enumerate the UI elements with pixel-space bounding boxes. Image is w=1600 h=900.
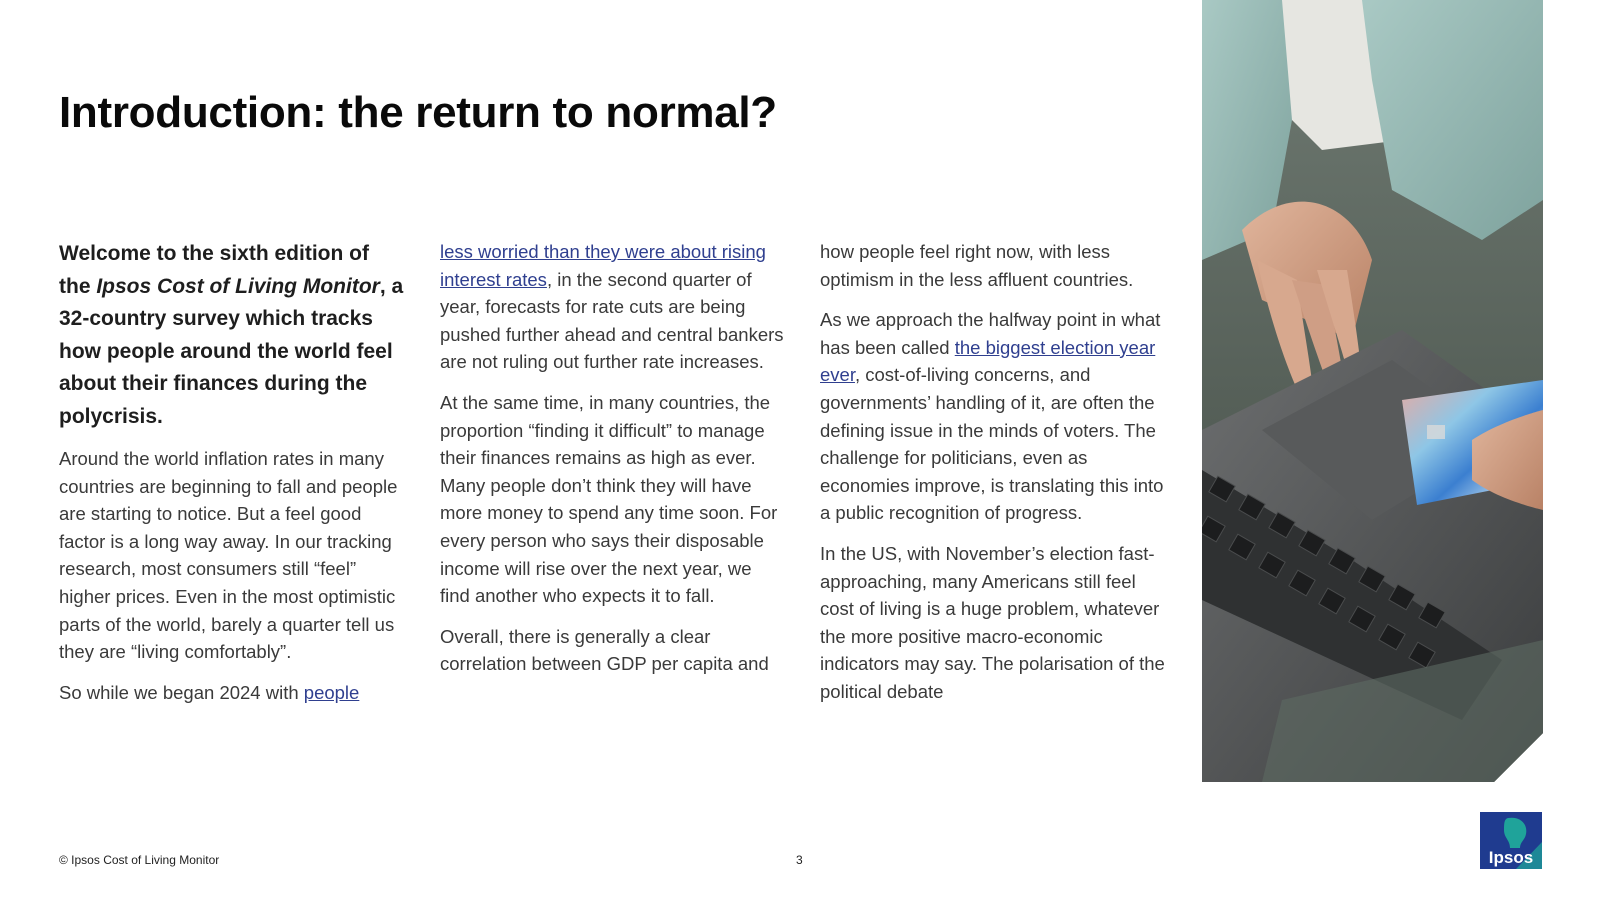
text-column-2 <box>440 238 785 691</box>
paragraph: At the same time, in many countries, the proportion “finding it difficult” to manage their finances remains as high as ever. Many people don’t think they will have more money to spend any time soon. For every person who says their disposable income will rise over the next year, we find another who expects it to fall. <box>440 391 778 607</box>
page-title: Introduction: the return to normal? <box>59 88 777 137</box>
election-year-link[interactable]: the biggest election year ever <box>820 336 1156 386</box>
text-column-3 <box>820 238 1165 719</box>
lead-paragraph: Welcome to the sixth edition of the Ipsos Cost of Living Monitor, a 32-country survey which tracks how people around the world feel about their finances during the polycrisis. <box>59 242 404 428</box>
paragraph: how people feel right now, with less optimism in the less affluent countries. <box>820 241 1134 290</box>
paragraph: less worried than they were about rising interest rates, in the second quarter of year, forecasts for rate cuts are being pushed further ahead and central bankers are not ruling out further rate increases. <box>440 241 784 373</box>
laptop-card-illustration <box>1202 0 1543 782</box>
paragraph: So while we began 2024 with people <box>59 681 360 703</box>
footer-copyright: © Ipsos Cost of Living Monitor <box>59 853 220 867</box>
hero-photo <box>1202 0 1543 782</box>
interest-rates-link[interactable]: less worried than they were about rising interest rates <box>440 241 766 290</box>
page-number: 3 <box>796 853 803 867</box>
text-column-1 <box>59 238 404 719</box>
svg-text:Ipsos: Ipsos <box>1488 848 1534 867</box>
people-link[interactable]: people <box>303 681 360 703</box>
paragraph: As we approach the halfway point in what has been called the biggest election year ever, cost-of-living concerns, and governments’ handling of it, are often the defining issue in the minds of voters. The challenge for politicians, even as economies improve, is translating this into a public recognition of progress. <box>820 309 1164 524</box>
ipsos-logo <box>1480 812 1542 869</box>
paragraph: Around the world inflation rates in many countries are beginning to fall and people are starting to notice. But a feel good factor is a long way away. In our tracking research, most consumers still “feel” higher prices. Even in the most optimistic parts of the world, barely a quarter tell us they are “living comfortably”. <box>59 448 398 663</box>
paragraph: In the US, with November’s election fast-approaching, many Americans still feel cost of living is a huge problem, whatever the more positive macro-economic indicators may say. The polarisation of the political debate <box>820 542 1165 702</box>
paragraph: Overall, there is generally a clear correlation between GDP per capita and <box>440 625 769 675</box>
ipsos-logo-icon <box>1480 812 1542 869</box>
